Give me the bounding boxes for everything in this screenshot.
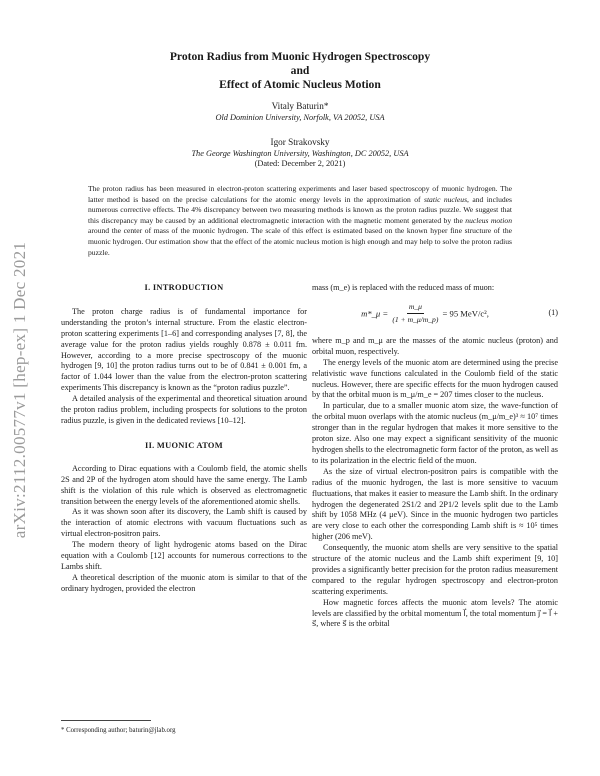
abstract-text-1: The proton radius has been measured in electron-proton scattering experiments and laser based spectroscopy of muonic hydrogen. The latter method is based on the precise calculations for the atomic energy levels in the approximation of [88,184,512,204]
arxiv-identifier-stamp [2,215,38,565]
abstract-text-3: around the center of mass of the muonic hydrogen. The scale of this effect is estimated based on the known hyper fine structure of the muonic hydrogen. Our estimation show that the effect of the atomic nucleus motion is high enough and may help to solve the proton radius puzzle. [88,226,512,257]
intro-paragraph-2: A detailed analysis of the experimental and theoretical situation around the proton radius problem, including prospects for solutions to the proton radius puzzle, is given in the dedicated reviews [10–12]. [61,394,307,425]
author-affiliation-2: The George Washington University, Washington, DC 20052, USA [191,149,409,158]
muonic-paragraph-2: As it was shown soon after its discovery, the Lamb shift is caused by the interaction of atomic electrons with vacuum fluctuations such as virtual electron-positron pairs. [61,507,307,539]
intro-paragraph-1: The proton charge radius is of fundamental importance for understanding the proton’s internal structure. From the elastic electron-proton scattering experiments [1–6] and corresponding analyses [7, 8], the average value for the proton radius yields roughly 0.878 ± 0.011 fm. However, according to a more precise spectroscopy of the muonic hydrogen [9, 10] the proton radius turns out to be of 0.841 ± 0.001 fm, a factor of 1.044 lower than the value from the electron-proton scattering experiments This discrepancy is known as the “proton radius puzzle”. [61,306,307,393]
title-line-2: and [290,64,310,77]
fraction-denominator: (1 + m_μ/m_p) [392,315,439,325]
right-paragraph-1: where m_p and m_μ are the masses of the atomic nucleus (proton) and orbital muon, respectively. [312,335,558,356]
author-name-1: Vitaly Baturin* [271,101,329,111]
section-heading-muonic-atom: II. MUONIC ATOM [145,440,223,450]
muonic-paragraph-3: The modern theory of light hydrogenic atoms based on the Dirac equation with a Coulomb [12] accounts for numerous corrections to the Lambs shift. [61,540,307,571]
equation-lhs: m*_μ = [361,307,389,318]
right-column [312,283,558,630]
title-line-3: Effect of Atomic Nucleus Motion [219,78,381,91]
muonic-paragraph-1: According to Dirac equations with a Coulomb field, the atomic shells 2S and 2P of the hydrogen atom should have the same energy. The Lamb shift is the violation of this rule which is observed as electromagnetic transition between the energy levels of the aforementioned atomic shells. [61,463,307,506]
equation-1 [312,296,558,332]
abstract-emphasis-1: static nucleus [423,194,468,204]
right-paragraph-4: As the size of virtual electron-positron pairs is compatible with the radius of the muonic hydrogen, the last is more sensitive to vacuum fluctuations, that makes it easier to measure the Lamb shift. In the ordinary hydrogen the degenerated 2S1/2 and 2P1/2 levels split due to the Lamb shift by 1058 MHz (4 μeV). Since in the muonic hydrogen two particles are very close to each other the corresponding Lamb shift is ≈ 10⁵ times higher (206 meV). [312,466,559,542]
left-column [61,283,307,595]
reduced-mass-intro: mass (m_e) is replaced with the reduced mass of muon: [312,283,495,292]
equation-body [312,302,538,327]
equation-rhs: = 95 MeV/c², [442,307,489,318]
muonic-paragraph-4: A theoretical description of the muonic atom is similar to that of the ordinary hydrogen, provided the electron [61,572,307,593]
author-name-2: Igor Strakovsky [270,137,330,147]
right-paragraph-5: Consequently, the muonic atom shells are very sensitive to the spatial structure of the atomic nucleus and the Lamb shift experiment [9, 10] provides a significantly better precision for the proton radius measurement compared to the regular hydrogen spectroscopy and electron-proton scattering experiments. [312,543,558,596]
right-paragraph-2: The energy levels of the muonic atom are determined using the precise relativistic wave functions calculated in the Coulomb field of the static nucleus. However, there are specific effects for the muon hydrogen caused by that the orbital muon is m_μ/m_e = 207 times closer to the nucleus. [312,357,558,400]
equation-number: (1) [548,308,558,318]
right-paragraph-6: How magnetic forces affects the muonic atom levels? The atomic levels are classified by the orbital momentum l⃗, the total momentum j⃗ = l⃗ + s⃗, where s⃗ is the orbital [312,597,558,629]
abstract-text-2: , and includes numerous corrective effects. The 4% discrepancy between two measuring methods is known as the proton radius puzzle. We suggest that this discrepancy may be caused by an additional electromagnetic interaction with the magnetic moment generated by the [88,194,512,225]
equation-fraction [392,302,438,327]
abstract [88,184,512,258]
right-paragraph-3: In particular, due to a smaller muonic atom size, the wave-function of the orbital muon overlaps with the atomic nucleus (m_μ/m_e)³ ≈ 10⁷ times stronger than in the regular hydrogen that makes it more sensitive to the proton size. Also one may expect a significant sensitivity of the muonic hydrogen shells to the electromagnetic form factor of the proton, as well as to its polarization in the electric field of the muon. [312,401,558,465]
footnote-corresponding-author: * Corresponding author; baturin@jlab.org [61,727,176,734]
abstract-emphasis-2: nucleus motion [465,215,512,225]
fraction-numerator: m_μ [407,302,424,315]
footnote-divider [61,720,151,721]
section-heading-introduction: I. INTRODUCTION [144,283,224,292]
author-affiliation-1: Old Dominion University, Norfolk, VA 20052, USA [215,113,385,122]
paper-title [60,50,540,92]
title-line-1: Proton Radius from Muonic Hydrogen Spectroscopy [169,50,431,63]
arxiv-id-text: arXiv:2112.00577v1 [hep-ex] 1 Dec 2021 [10,241,30,539]
date-line: (Dated: December 2, 2021) [254,159,346,168]
